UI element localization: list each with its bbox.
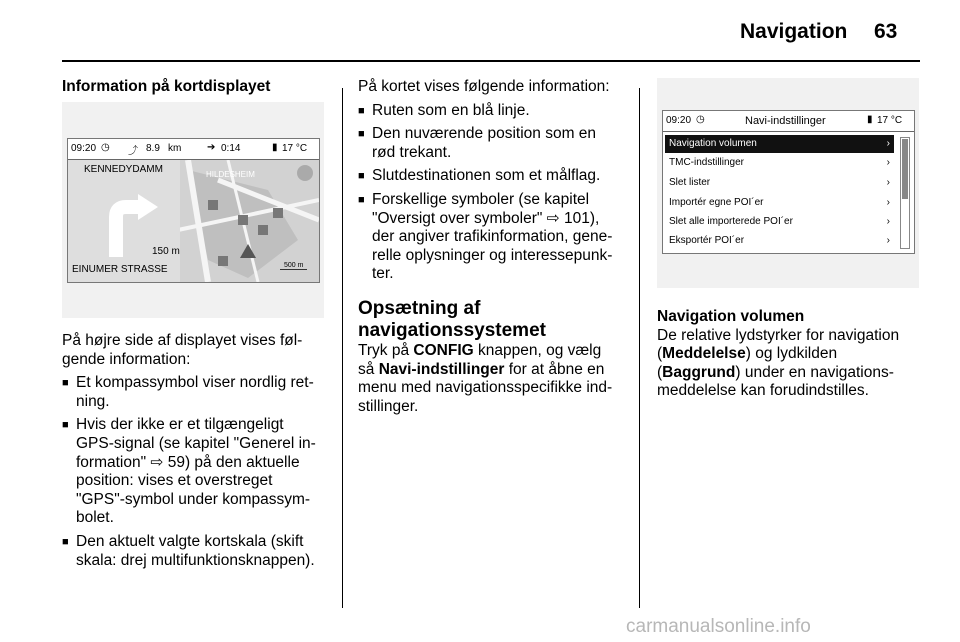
bullet-line: bolet. bbox=[76, 509, 114, 527]
page-header-title: Navigation bbox=[740, 20, 848, 43]
bullet-line: "GPS"-symbol under kompassym- bbox=[76, 490, 311, 508]
text-run: så bbox=[358, 360, 379, 378]
list-item bbox=[62, 416, 332, 528]
distance-unit: km bbox=[168, 143, 182, 154]
bullet-line: ■ Ruten som en blå linje. bbox=[372, 101, 530, 119]
temperature-icon: ▮ bbox=[272, 142, 278, 153]
map-area bbox=[68, 160, 319, 282]
clock-time: 09:20 bbox=[666, 115, 692, 126]
street-name-bottom: EINUMER STRASSE bbox=[72, 264, 168, 275]
text-run: Tryk på bbox=[358, 341, 414, 359]
clock-icon: ◷ bbox=[696, 114, 705, 125]
config-paragraph-line-4: stillinger. bbox=[358, 397, 419, 415]
navi-settings-label: Navi-indstillinger bbox=[378, 360, 505, 378]
right-subheading: Navigation volumen bbox=[657, 308, 805, 325]
section-heading-line-1: Opsætning af bbox=[358, 297, 481, 319]
settings-screen bbox=[662, 110, 915, 254]
clock-time: 09:20 bbox=[71, 143, 97, 154]
page-number: 63 bbox=[874, 20, 898, 43]
bullet-line: position: vises et overstreget bbox=[76, 472, 273, 490]
menu-item-label: Importér egne POI´er bbox=[669, 197, 764, 208]
bullet-line: rød trekant. bbox=[372, 143, 452, 161]
chevron-right-icon: › bbox=[886, 138, 890, 149]
settings-figure bbox=[657, 78, 919, 288]
bullet-line: "Oversigt over symboler" ⇨ 101), bbox=[372, 209, 600, 227]
chevron-right-icon: › bbox=[886, 157, 890, 168]
menu-item[interactable] bbox=[665, 213, 894, 231]
map-figure bbox=[62, 102, 324, 318]
left-intro-line-2: gende information: bbox=[62, 350, 191, 368]
street-name-top: KENNEDYDAMM bbox=[84, 164, 163, 175]
arrival-flag-icon: ➔ bbox=[207, 142, 216, 153]
bullet-line: ■ Slutdestinationen som et målflag. bbox=[372, 167, 601, 185]
bullet-line: der angiver trafikinformation, gene- bbox=[372, 228, 613, 246]
scrollbar-thumb[interactable] bbox=[902, 139, 908, 199]
text-run: ) under en navigations- bbox=[735, 363, 894, 381]
distance-value: 8.9 bbox=[146, 143, 160, 154]
city-label: HILDESHEIM bbox=[206, 170, 255, 179]
bullet-line: ning. bbox=[76, 392, 110, 410]
left-intro-line-1: På højre side af displayet vises føl- bbox=[62, 332, 303, 349]
menu-item[interactable] bbox=[665, 154, 894, 172]
background-label: Baggrund bbox=[662, 363, 736, 381]
list-item bbox=[358, 191, 630, 284]
left-heading: Information på kortdisplayet bbox=[62, 78, 271, 95]
chevron-right-icon: › bbox=[886, 235, 890, 246]
bullet-line: ■ Den nuværende position som en bbox=[372, 125, 597, 143]
bullet-line: ■ Den aktuelt valgte kortskala (skift bbox=[76, 532, 304, 550]
middle-bullet-list bbox=[358, 102, 630, 284]
map-status-bar bbox=[68, 139, 319, 160]
column-divider-right bbox=[639, 88, 640, 608]
temperature: 17 °C bbox=[877, 115, 903, 126]
menu-item-label: Eksportér POI´er bbox=[669, 235, 745, 246]
text-run: knappen, og vælg bbox=[473, 341, 602, 359]
menu-item-label: Slet alle importerede POI´er bbox=[669, 216, 793, 227]
map-screen bbox=[67, 138, 320, 283]
list-item bbox=[62, 374, 332, 411]
bullet-line: relle oplysninger og interessepunk- bbox=[372, 246, 613, 264]
bullet-line: skala: drej multifunktionsknappen). bbox=[76, 551, 315, 569]
text-run: ( bbox=[657, 345, 663, 363]
config-paragraph-line-2 bbox=[358, 361, 630, 380]
message-label: Meddelelse bbox=[662, 345, 746, 363]
menu-item[interactable] bbox=[665, 174, 894, 192]
temperature: 17 °C bbox=[282, 143, 308, 154]
turn-distance: 150 m bbox=[152, 246, 180, 257]
bullet-line: formation" ⇨ 59) på den aktuelle bbox=[76, 453, 300, 471]
map-scale: 500 m bbox=[280, 262, 307, 270]
remaining-time: 0:14 bbox=[221, 143, 241, 154]
menu-item-label: Slet lister bbox=[669, 177, 711, 188]
chevron-right-icon: › bbox=[886, 177, 890, 188]
temperature-icon: ▮ bbox=[867, 114, 873, 125]
text-run: for at åbne en bbox=[504, 360, 605, 378]
list-item bbox=[62, 533, 332, 570]
section-heading-line-2: navigationssystemet bbox=[358, 319, 546, 341]
bullet-line: ■ Forskellige symboler (se kapitel bbox=[372, 190, 590, 208]
list-item bbox=[358, 102, 630, 121]
right-paragraph-line-2 bbox=[657, 345, 927, 364]
menu-item-label: TMC-indstillinger bbox=[669, 157, 745, 168]
chevron-right-icon: › bbox=[886, 216, 890, 227]
distance-icon: ⤴ bbox=[128, 146, 138, 157]
right-paragraph-line-3 bbox=[657, 364, 927, 383]
bullet-line: GPS-signal (se kapitel "Generel in- bbox=[76, 434, 316, 452]
bullet-line: ter. bbox=[372, 265, 394, 283]
chevron-right-icon: › bbox=[886, 197, 890, 208]
menu-title: Navi-indstillinger bbox=[745, 115, 826, 127]
config-paragraph-line-3: menu med navigationsspecifikke ind- bbox=[358, 379, 613, 397]
left-bullet-list bbox=[62, 374, 332, 570]
footer-watermark: carmanualsonline.info bbox=[626, 616, 811, 637]
menu-item[interactable] bbox=[665, 232, 894, 250]
menu-item-label: Navigation volumen bbox=[669, 138, 757, 149]
bullet-line: ■ Hvis der ikke er et tilgængeligt bbox=[76, 416, 284, 434]
middle-intro: På kortet vises følgende information: bbox=[358, 78, 610, 95]
list-item bbox=[358, 125, 630, 162]
menu-item[interactable] bbox=[665, 194, 894, 212]
header-rule bbox=[62, 60, 920, 62]
right-paragraph-line-1: De relative lydstyrker for navigation bbox=[657, 326, 900, 344]
menu-scrollbar[interactable] bbox=[900, 137, 910, 249]
text-run: ( bbox=[657, 363, 663, 381]
config-button-label: CONFIG bbox=[413, 341, 474, 359]
text-run: ) og lydkilden bbox=[745, 345, 838, 363]
right-paragraph-line-4: meddelelse kan forudindstilles. bbox=[657, 382, 869, 400]
settings-status-bar bbox=[663, 111, 914, 132]
list-item bbox=[358, 167, 630, 186]
clock-icon: ◷ bbox=[101, 142, 110, 153]
config-paragraph-line-1 bbox=[358, 342, 630, 361]
bullet-line: ■ Et kompassymbol viser nordlig ret- bbox=[76, 374, 314, 392]
menu-item[interactable] bbox=[665, 135, 894, 153]
column-divider-left bbox=[342, 88, 343, 608]
